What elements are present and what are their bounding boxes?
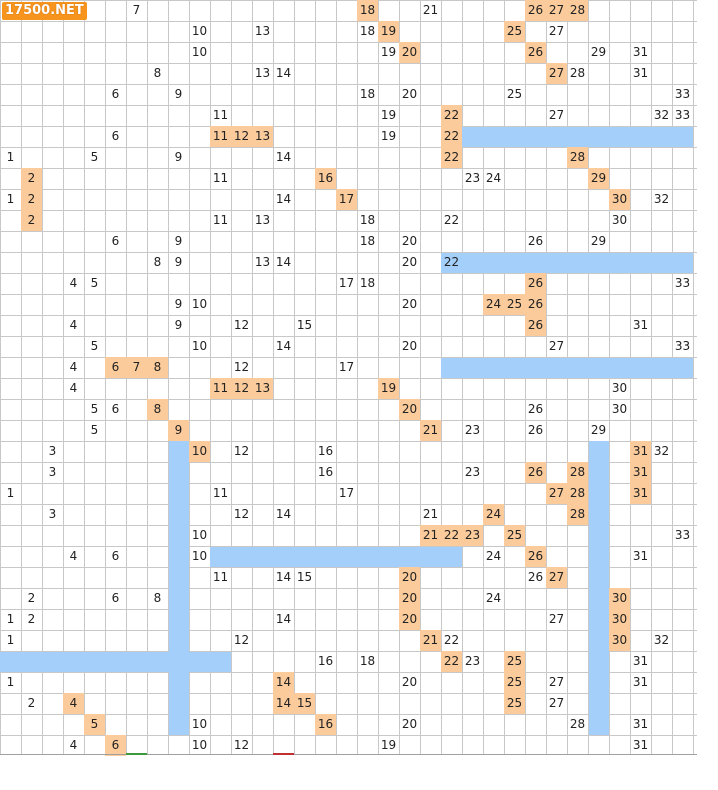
highlighted-number-cell: 4 (63, 693, 84, 714)
number-cell: 9 (174, 297, 183, 311)
highlighted-number-cell: 29 (588, 168, 609, 189)
highlighted-number-cell: 28 (567, 483, 588, 504)
number-cell: 31 (632, 318, 649, 332)
number-cell: 10 (191, 339, 208, 353)
highlighted-number-cell: 26 (525, 42, 546, 63)
highlighted-number-cell: 19 (378, 378, 399, 399)
number-cell: 6 (111, 129, 120, 143)
highlighted-number-cell: 2 (21, 168, 42, 189)
number-cell: 14 (275, 150, 292, 164)
number-cell: 12 (233, 507, 250, 521)
number-cell: 1 (6, 192, 15, 206)
number-cell: 13 (254, 24, 271, 38)
highlighted-number-cell: 25 (504, 693, 525, 714)
number-cell: 11 (212, 108, 229, 122)
number-cell: 33 (674, 276, 691, 290)
highlighted-number-cell: 26 (525, 294, 546, 315)
highlighted-number-cell: 12 (231, 126, 252, 147)
number-cell: 14 (275, 255, 292, 269)
number-cell: 14 (275, 192, 292, 206)
number-cell: 20 (401, 87, 418, 101)
number-cell: 18 (359, 87, 376, 101)
number-cell: 2 (27, 696, 36, 710)
number-cell: 14 (275, 507, 292, 521)
number-cell: 29 (590, 234, 607, 248)
number-cell: 24 (485, 171, 502, 185)
number-cell: 25 (506, 87, 523, 101)
number-cell: 5 (90, 402, 99, 416)
number-cell: 10 (191, 549, 208, 563)
highlighted-number-cell: 30 (609, 588, 630, 609)
number-cell: 6 (111, 402, 120, 416)
number-cell: 4 (69, 549, 78, 563)
number-cell: 8 (153, 591, 162, 605)
highlighted-number-cell: 16 (315, 168, 336, 189)
highlighted-number-cell: 15 (294, 693, 315, 714)
number-cell: 21 (422, 507, 439, 521)
number-cell: 4 (69, 318, 78, 332)
highlighted-number-cell: 13 (252, 126, 273, 147)
number-cell: 23 (464, 654, 481, 668)
number-cell: 14 (275, 612, 292, 626)
number-cell: 33 (674, 108, 691, 122)
number-cell: 20 (401, 297, 418, 311)
highlighted-number-cell: 2 (21, 189, 42, 210)
number-cell: 12 (233, 318, 250, 332)
number-cell: 26 (527, 402, 544, 416)
highlighted-number-cell: 23 (462, 525, 483, 546)
number-cell: 17 (338, 486, 355, 500)
highlighted-number-cell: 28 (567, 0, 588, 21)
number-cell: 5 (90, 150, 99, 164)
highlighted-number-cell: 9 (168, 420, 189, 441)
number-cell: 7 (132, 3, 141, 17)
highlighted-number-cell: 14 (273, 672, 294, 693)
number-cell: 6 (111, 549, 120, 563)
highlighted-number-cell: 17 (336, 189, 357, 210)
number-cell: 1 (6, 612, 15, 626)
number-cell: 32 (653, 444, 670, 458)
number-cell: 9 (174, 234, 183, 248)
number-cell: 9 (174, 255, 183, 269)
number-cell: 19 (380, 738, 397, 752)
number-cell: 14 (275, 339, 292, 353)
number-cell: 32 (653, 192, 670, 206)
number-cell: 21 (422, 3, 439, 17)
highlighted-number-cell: 7 (126, 357, 147, 378)
highlighted-number-cell: 5 (84, 714, 105, 735)
number-cell: 18 (359, 234, 376, 248)
highlighted-number-cell: 22 (441, 147, 462, 168)
number-cell: 28 (569, 717, 586, 731)
number-cell: 27 (548, 696, 565, 710)
trend-band (210, 547, 462, 567)
highlighted-number-cell: 10 (189, 441, 210, 462)
number-cell: 4 (69, 381, 78, 395)
highlighted-number-cell: 24 (483, 294, 504, 315)
number-cell: 29 (590, 45, 607, 59)
number-cell: 8 (153, 66, 162, 80)
number-cell: 12 (233, 360, 250, 374)
number-cell: 20 (401, 234, 418, 248)
highlighted-number-cell: 21 (420, 525, 441, 546)
highlighted-number-cell: 28 (567, 462, 588, 483)
highlighted-number-cell: 26 (525, 273, 546, 294)
highlighted-number-cell: 6 (105, 735, 126, 756)
number-cell: 26 (527, 570, 544, 584)
highlighted-number-cell: 18 (357, 0, 378, 21)
number-cell: 17 (338, 276, 355, 290)
number-cell: 27 (548, 612, 565, 626)
number-cell: 31 (632, 549, 649, 563)
number-cell: 3 (48, 507, 57, 521)
number-cell: 22 (443, 633, 460, 647)
number-cell: 30 (611, 213, 628, 227)
highlighted-number-cell: 2 (21, 210, 42, 231)
highlighted-number-cell: 31 (630, 441, 651, 462)
number-cell: 22 (443, 213, 460, 227)
trend-band (169, 441, 189, 735)
number-cell: 20 (401, 255, 418, 269)
number-cell: 17 (338, 360, 355, 374)
number-cell: 23 (464, 423, 481, 437)
number-cell: 30 (611, 402, 628, 416)
highlighted-number-cell: 28 (567, 147, 588, 168)
number-cell: 19 (380, 129, 397, 143)
highlighted-number-cell: 14 (273, 693, 294, 714)
number-cell: 16 (317, 654, 334, 668)
trend-band (0, 652, 231, 672)
highlighted-number-cell: 13 (252, 378, 273, 399)
trend-band (441, 127, 693, 147)
highlighted-number-cell: 27 (546, 0, 567, 21)
highlighted-number-cell: 20 (399, 399, 420, 420)
number-cell: 9 (174, 150, 183, 164)
number-cell: 31 (632, 45, 649, 59)
number-cell: 12 (233, 444, 250, 458)
number-cell: 5 (90, 276, 99, 290)
highlighted-number-cell: 16 (315, 714, 336, 735)
number-cell: 10 (191, 717, 208, 731)
number-cell: 1 (6, 150, 15, 164)
number-cell: 31 (632, 675, 649, 689)
highlighted-number-cell: 26 (525, 462, 546, 483)
number-cell: 15 (296, 570, 313, 584)
number-cell: 32 (653, 108, 670, 122)
number-cell: 20 (401, 675, 418, 689)
site-logo[interactable]: 17500.NET (2, 2, 87, 20)
highlighted-number-cell: 30 (609, 609, 630, 630)
number-cell: 30 (611, 381, 628, 395)
highlighted-number-cell: 22 (441, 651, 462, 672)
number-cell: 18 (359, 213, 376, 227)
number-cell: 27 (548, 108, 565, 122)
number-cell: 32 (653, 633, 670, 647)
number-cell: 19 (380, 108, 397, 122)
number-cell: 10 (191, 528, 208, 542)
number-cell: 33 (674, 339, 691, 353)
number-cell: 8 (153, 255, 162, 269)
highlighted-number-cell: 28 (567, 504, 588, 525)
number-cell: 2 (27, 591, 36, 605)
highlighted-number-cell: 27 (546, 63, 567, 84)
number-cell: 14 (275, 66, 292, 80)
highlighted-number-cell: 22 (441, 105, 462, 126)
highlighted-number-cell: 22 (441, 525, 462, 546)
highlighted-number-cell: 27 (546, 567, 567, 588)
highlighted-number-cell: 6 (105, 357, 126, 378)
highlighted-number-cell: 20 (399, 42, 420, 63)
highlighted-number-cell: 11 (210, 378, 231, 399)
number-cell: 15 (296, 318, 313, 332)
highlighted-number-cell: 20 (399, 588, 420, 609)
number-cell: 31 (632, 717, 649, 731)
number-cell: 13 (254, 255, 271, 269)
number-cell: 9 (174, 318, 183, 332)
highlighted-number-cell: 21 (420, 630, 441, 651)
trend-band (441, 358, 693, 378)
highlighted-number-cell: 21 (420, 420, 441, 441)
number-cell: 11 (212, 171, 229, 185)
number-cell: 26 (527, 423, 544, 437)
highlighted-number-cell: 12 (231, 378, 252, 399)
number-cell: 14 (275, 570, 292, 584)
number-cell: 6 (111, 87, 120, 101)
number-cell: 18 (359, 654, 376, 668)
bottom-marker-red (273, 753, 294, 755)
number-cell: 10 (191, 24, 208, 38)
number-cell: 31 (632, 738, 649, 752)
highlighted-number-cell: 31 (630, 462, 651, 483)
number-cell: 33 (674, 87, 691, 101)
number-cell: 1 (6, 486, 15, 500)
number-cell: 18 (359, 276, 376, 290)
highlighted-number-cell: 19 (378, 21, 399, 42)
trend-band (589, 441, 609, 735)
number-cell: 11 (212, 486, 229, 500)
highlighted-number-cell: 26 (525, 315, 546, 336)
number-cell: 27 (548, 339, 565, 353)
highlighted-number-cell: 25 (504, 651, 525, 672)
number-cell: 4 (69, 276, 78, 290)
highlighted-number-cell: 20 (399, 567, 420, 588)
highlighted-number-cell: 27 (546, 483, 567, 504)
number-cell: 4 (69, 738, 78, 752)
number-cell: 29 (590, 423, 607, 437)
number-cell: 20 (401, 717, 418, 731)
number-cell: 10 (191, 738, 208, 752)
highlighted-number-cell: 25 (504, 294, 525, 315)
number-cell: 12 (233, 633, 250, 647)
number-cell: 5 (90, 423, 99, 437)
number-cell: 12 (233, 738, 250, 752)
highlighted-number-cell: 22 (441, 126, 462, 147)
number-cell: 23 (464, 171, 481, 185)
number-cell: 31 (632, 66, 649, 80)
highlighted-number-cell: 24 (483, 504, 504, 525)
number-cell: 11 (212, 213, 229, 227)
number-cell: 27 (548, 24, 565, 38)
number-cell: 13 (254, 66, 271, 80)
number-cell: 28 (569, 66, 586, 80)
number-cell: 4 (69, 360, 78, 374)
number-cell: 33 (674, 528, 691, 542)
highlighted-number-cell: 8 (147, 357, 168, 378)
number-cell: 10 (191, 45, 208, 59)
number-cell: 3 (48, 444, 57, 458)
number-cell: 16 (317, 444, 334, 458)
highlighted-number-cell: 26 (525, 0, 546, 21)
number-cell: 6 (111, 234, 120, 248)
number-cell: 16 (317, 465, 334, 479)
number-cell: 5 (90, 339, 99, 353)
number-cell: 2 (27, 612, 36, 626)
number-cell: 1 (6, 633, 15, 647)
trend-band (441, 253, 693, 273)
highlighted-number-cell: 30 (609, 189, 630, 210)
number-cell: 27 (548, 675, 565, 689)
highlighted-number-cell: 25 (504, 672, 525, 693)
number-cell: 26 (527, 234, 544, 248)
number-cell: 10 (191, 297, 208, 311)
number-cell: 13 (254, 213, 271, 227)
number-cell: 22 (443, 255, 460, 269)
highlighted-number-cell: 26 (525, 546, 546, 567)
number-cell: 19 (380, 45, 397, 59)
number-cell: 9 (174, 87, 183, 101)
highlighted-number-cell: 30 (609, 630, 630, 651)
number-cell: 3 (48, 465, 57, 479)
highlighted-number-cell: 25 (504, 525, 525, 546)
number-cell: 24 (485, 549, 502, 563)
highlighted-number-cell: 11 (210, 126, 231, 147)
number-cell: 11 (212, 570, 229, 584)
grid-bottom-border (0, 754, 697, 755)
highlighted-number-cell: 20 (399, 609, 420, 630)
number-cell: 24 (485, 591, 502, 605)
number-cell: 18 (359, 24, 376, 38)
number-cell: 1 (6, 675, 15, 689)
highlighted-number-cell: 31 (630, 483, 651, 504)
highlighted-number-cell: 8 (147, 399, 168, 420)
number-cell: 6 (111, 591, 120, 605)
highlighted-number-cell: 25 (504, 21, 525, 42)
number-cell: 31 (632, 654, 649, 668)
bottom-marker-green (126, 753, 147, 755)
number-cell: 20 (401, 339, 418, 353)
number-cell: 23 (464, 465, 481, 479)
